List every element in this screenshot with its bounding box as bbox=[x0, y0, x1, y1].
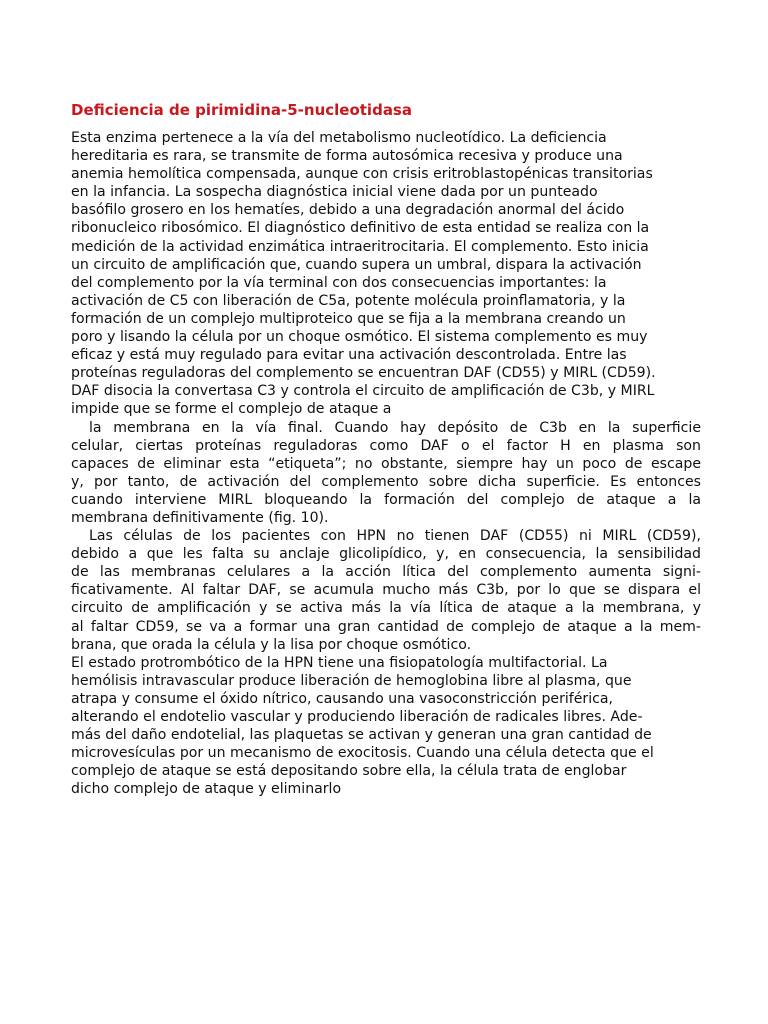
paragraph-2 bbox=[71, 419, 701, 528]
text-line: eficaz y está muy regulado para evitar una activación descontrolada. Entre las bbox=[71, 347, 627, 364]
text-line: más del daño endotelial, las plaquetas se activan y generan una gran cantidad de bbox=[71, 727, 652, 744]
text-line: atrapa y consume el óxido nítrico, causando una vasoconstricción periférica, bbox=[71, 690, 613, 707]
text-line: hemólisis intravascular produce liberación de hemoglobina libre al plasma, que bbox=[71, 672, 632, 689]
text-line: medición de la actividad enzimática intraeritrocitaria. El complemento. Esto inicia bbox=[71, 238, 649, 255]
text-line: poro y lisando la célula por un choque osmótico. El sistema complemento es muy bbox=[71, 329, 648, 346]
text-line: Las células de los pacientes con HPN no tienen DAF (CD55) ni MIRL (CD59), bbox=[89, 528, 701, 545]
text-line: hereditaria es rara, se transmite de forma autosómica recesiva y produce una bbox=[71, 148, 623, 165]
text-line: la membrana en la vía final. Cuando hay depósito de C3b en la superficie bbox=[89, 419, 701, 436]
text-line: proteínas reguladoras del complemento se encuentran DAF (CD55) y MIRL (CD59). bbox=[71, 365, 656, 382]
text-line: complejo de ataque se está depositando sobre ella, la célula trata de englobar bbox=[71, 763, 627, 780]
text-line: celular, ciertas proteínas reguladoras como DAF o el factor H en plasma son bbox=[71, 437, 701, 454]
text-line: debido a que les falta su anclaje glicolipídico, y, en consecuencia, la sensibilidad bbox=[71, 546, 701, 563]
text-line: circuito de amplificación y se activa más la vía lítica de ataque a la membrana, y bbox=[71, 600, 701, 617]
text-line: formación de un complejo multiproteico que se fija a la membrana creando un bbox=[71, 310, 626, 327]
paragraph-1 bbox=[71, 129, 701, 419]
text-line: membrana definitivamente (fig. 10). bbox=[71, 509, 329, 526]
text-line: capaces de eliminar esta “etiqueta”; no obstante, siempre hay un poco de escape bbox=[71, 455, 701, 472]
text-line: y, por tanto, de activación del complemento sobre dicha superficie. Es entonces bbox=[71, 473, 701, 490]
text-line: ribonucleico ribosómico. El diagnóstico definitivo de esta entidad se realiza con la bbox=[71, 220, 650, 237]
text-line: cuando interviene MIRL bloqueando la formación del complejo de ataque a la bbox=[71, 491, 701, 508]
text-line: ficativamente. Al faltar DAF, se acumula mucho más C3b, por lo que se dispara el bbox=[71, 582, 701, 599]
text-line: microvesículas por un mecanismo de exocitosis. Cuando una célula detecta que el bbox=[71, 745, 654, 762]
text-line: DAF disocia la convertasa C3 y controla el circuito de amplificación de C3b, y MIRL bbox=[71, 383, 655, 400]
text-line: impide que se forme el complejo de ataque a bbox=[71, 401, 392, 418]
text-line: Esta enzima pertenece a la vía del metabolismo nucleotídico. La deficiencia bbox=[71, 130, 607, 146]
body-text bbox=[71, 129, 701, 798]
text-line: El estado protrombótico de la HPN tiene una fisiopatología multifactorial. La bbox=[71, 654, 608, 671]
text-line: brana, que orada la célula y la lisa por choque osmótico. bbox=[71, 636, 472, 653]
text-line: al faltar CD59, se va a formar una gran cantidad de complejo de ataque a la mem- bbox=[71, 618, 701, 635]
text-line: de las membranas celulares a la acción lítica del complemento aumenta signi- bbox=[71, 564, 701, 581]
text-line: del complemento por la vía terminal con dos consecuencias importantes: la bbox=[71, 274, 607, 291]
text-line: dicho complejo de ataque y eliminarlo bbox=[71, 781, 342, 798]
paragraph-3 bbox=[71, 527, 701, 654]
text-line: un circuito de amplificación que, cuando supera un umbral, dispara la activación bbox=[71, 256, 642, 273]
text-line: en la infancia. La sospecha diagnóstica inicial viene dada por un punteado bbox=[71, 184, 598, 201]
paragraph-4 bbox=[71, 654, 701, 799]
text-line: anemia hemolítica compensada, aunque con crisis eritroblastopénicas transitorias bbox=[71, 166, 653, 183]
text-line: activación de C5 con liberación de C5a, potente molécula proinflamatoria, y la bbox=[71, 292, 626, 309]
text-line: basófilo grosero en los hematíes, debido a una degradación anormal del ácido bbox=[71, 202, 625, 219]
text-line: alterando el endotelio vascular y produciendo liberación de radicales libres. Ade- bbox=[71, 709, 643, 725]
section-heading: Deficiencia de pirimidina-5-nucleotidasa bbox=[71, 101, 412, 119]
